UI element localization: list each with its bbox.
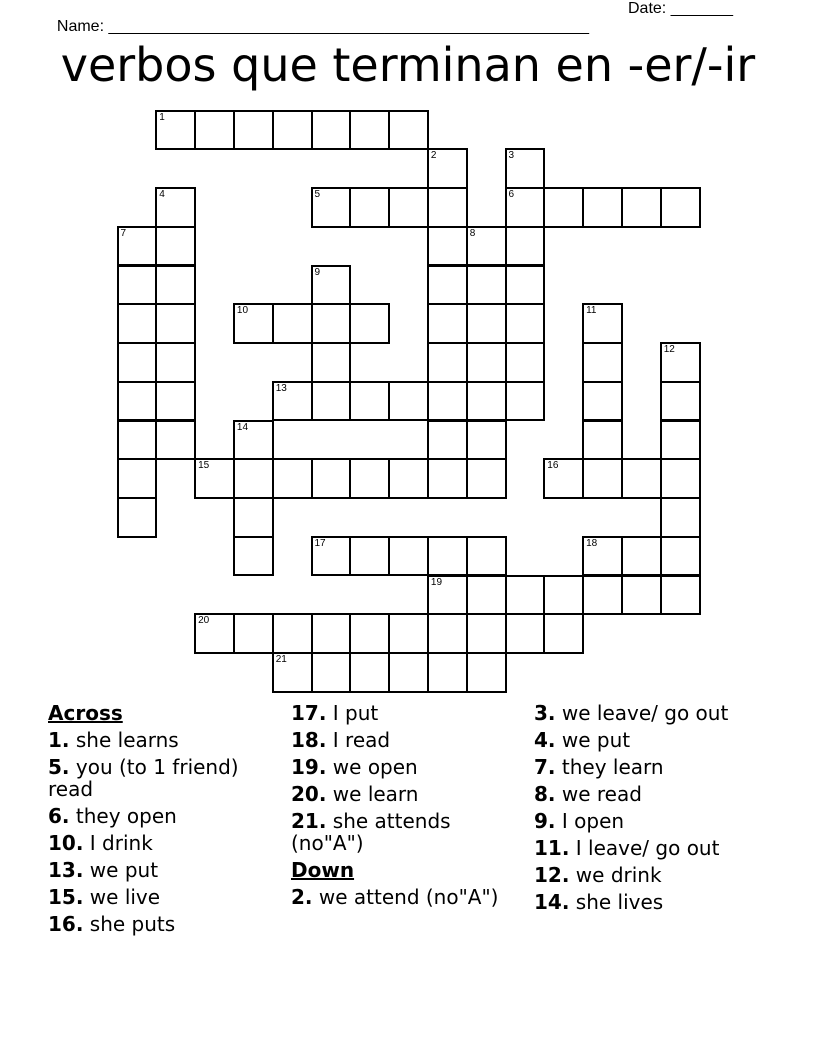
grid-cell[interactable] xyxy=(505,613,546,654)
clue-across-10: 10. I drink xyxy=(48,831,153,855)
grid-cell[interactable] xyxy=(660,381,701,422)
grid-cell[interactable] xyxy=(272,458,313,499)
grid-cell[interactable] xyxy=(233,613,274,654)
grid-cell[interactable] xyxy=(155,381,196,422)
clue-number: 1 xyxy=(159,111,165,123)
grid-cell[interactable] xyxy=(194,458,235,499)
grid-cell[interactable] xyxy=(505,381,546,422)
grid-cell[interactable] xyxy=(427,342,468,383)
grid-cell[interactable] xyxy=(505,265,546,306)
grid-cell[interactable] xyxy=(194,110,235,151)
grid-cell[interactable] xyxy=(660,497,701,538)
clue-number: 10 xyxy=(236,305,249,317)
puzzle-title: verbos que terminan en -er/-ir xyxy=(60,38,756,92)
clue-across-19: 19. we open xyxy=(291,755,418,779)
clue-down-7: 7. they learn xyxy=(534,755,664,779)
grid-cell[interactable] xyxy=(505,187,546,228)
clue-number: 8 xyxy=(469,227,476,239)
grid-cell[interactable] xyxy=(311,303,352,344)
grid-cell[interactable] xyxy=(155,110,196,151)
grid-cell[interactable] xyxy=(505,575,546,616)
grid-cell[interactable] xyxy=(117,342,158,383)
grid-cell[interactable] xyxy=(543,187,584,228)
grid-cell[interactable] xyxy=(388,381,429,422)
grid-cell[interactable] xyxy=(466,303,507,344)
grid-cell[interactable] xyxy=(660,458,701,499)
grid-cell[interactable] xyxy=(155,187,196,228)
grid-cell[interactable] xyxy=(466,536,507,577)
grid-cell[interactable] xyxy=(427,420,468,461)
grid-cell[interactable] xyxy=(505,342,546,383)
grid-cell[interactable] xyxy=(311,381,352,422)
grid-cell[interactable] xyxy=(427,575,468,616)
grid-cell[interactable] xyxy=(233,420,274,461)
grid-cell[interactable] xyxy=(349,381,390,422)
grid-cell[interactable] xyxy=(311,536,352,577)
clue-down-3: 3. we leave/ go out xyxy=(534,701,729,725)
clues-column-1 xyxy=(48,702,278,940)
clue-number: 17 xyxy=(314,537,326,549)
grid-cell[interactable] xyxy=(582,458,623,499)
clue-number: 18 xyxy=(586,537,598,549)
grid-cell[interactable] xyxy=(388,652,429,693)
clue-down-9: 9. I open xyxy=(534,809,625,833)
clue-down-14: 14. she lives xyxy=(534,890,664,914)
clue-down-8: 8. we read xyxy=(534,782,642,806)
grid-cell[interactable] xyxy=(466,342,507,383)
grid-cell[interactable] xyxy=(660,342,701,383)
grid-cell[interactable] xyxy=(311,342,352,383)
grid-cell[interactable] xyxy=(427,652,468,693)
grid-cell[interactable] xyxy=(466,381,507,422)
grid-cell[interactable] xyxy=(543,458,584,499)
clue-across-15: 15. we live xyxy=(48,885,161,909)
clue-down-12: 12. we drink xyxy=(534,863,662,887)
grid-cell[interactable] xyxy=(582,187,623,228)
grid-cell[interactable] xyxy=(311,652,352,693)
clue-number: 2 xyxy=(430,150,437,162)
clue-number: 5 xyxy=(314,189,321,200)
clue-across-18: 18. I read xyxy=(291,728,391,752)
grid-cell[interactable] xyxy=(466,575,507,616)
grid-cell[interactable] xyxy=(272,303,313,344)
grid-cell[interactable] xyxy=(466,613,507,654)
clues-column-3 xyxy=(534,702,794,918)
grid-cell[interactable] xyxy=(427,226,468,267)
grid-cell[interactable] xyxy=(349,536,390,577)
grid-cell[interactable] xyxy=(427,265,468,306)
grid-cell[interactable] xyxy=(155,342,196,383)
grid-cell[interactable] xyxy=(582,536,623,577)
grid-cell[interactable] xyxy=(660,536,701,577)
grid-cell[interactable] xyxy=(155,420,196,461)
clue-number: 7 xyxy=(120,227,127,239)
grid-cell[interactable] xyxy=(388,187,429,228)
grid-cell[interactable] xyxy=(272,652,313,693)
grid-cell[interactable] xyxy=(543,575,584,616)
grid-cell[interactable] xyxy=(621,575,662,616)
grid-cell[interactable] xyxy=(311,265,352,306)
clue-number: 20 xyxy=(198,615,210,627)
grid-cell[interactable] xyxy=(194,613,235,654)
grid-cell[interactable] xyxy=(311,187,352,228)
clue-number: 13 xyxy=(275,382,287,394)
grid-cell[interactable] xyxy=(272,381,313,422)
clue-across-6: 6. they open xyxy=(48,804,177,828)
clue-number: 14 xyxy=(236,421,249,433)
grid-cell[interactable] xyxy=(117,497,158,538)
grid-cell[interactable] xyxy=(466,652,507,693)
across-heading: Across xyxy=(48,701,123,725)
grid-cell[interactable] xyxy=(466,458,507,499)
grid-cell[interactable] xyxy=(117,381,158,422)
grid-cell[interactable] xyxy=(582,381,623,422)
clue-number: 15 xyxy=(198,460,210,472)
clue-number: 16 xyxy=(547,460,559,472)
grid-cell[interactable] xyxy=(155,265,196,306)
clue-across-21: 21. she attends (no"A") xyxy=(291,809,451,855)
down-heading: Down xyxy=(291,858,355,882)
clue-across-13: 13. we put xyxy=(48,858,159,882)
grid-cell[interactable] xyxy=(349,458,390,499)
clue-across-5: 5. you (to 1 friend) read xyxy=(48,755,239,801)
clue-across-17: 17. I put xyxy=(291,701,379,725)
clue-number: 3 xyxy=(508,150,515,162)
grid-cell[interactable] xyxy=(311,110,352,151)
grid-cell[interactable] xyxy=(660,575,701,616)
grid-cell[interactable] xyxy=(155,303,196,344)
grid-cell[interactable] xyxy=(660,420,701,461)
grid-cell[interactable] xyxy=(233,303,274,344)
grid-cell[interactable] xyxy=(272,613,313,654)
grid-cell[interactable] xyxy=(543,613,584,654)
grid-cell[interactable] xyxy=(349,303,390,344)
grid-cell[interactable] xyxy=(582,342,623,383)
grid-cell[interactable] xyxy=(505,303,546,344)
grid-cell[interactable] xyxy=(505,226,546,267)
grid-cell[interactable] xyxy=(388,110,429,151)
grid-cell[interactable] xyxy=(155,226,196,267)
grid-cell[interactable] xyxy=(582,303,623,344)
grid-cell[interactable] xyxy=(388,458,429,499)
grid-cell[interactable] xyxy=(311,613,352,654)
grid-cell[interactable] xyxy=(233,110,274,151)
clues-column-2 xyxy=(291,702,511,913)
clue-across-16: 16. she puts xyxy=(48,912,176,936)
date-field[interactable]: Date: _______ xyxy=(628,0,733,17)
grid-cell[interactable] xyxy=(621,187,662,228)
grid-cell[interactable] xyxy=(388,536,429,577)
grid-cell[interactable] xyxy=(311,458,352,499)
grid-cell[interactable] xyxy=(388,613,429,654)
clue-number: 21 xyxy=(275,654,287,665)
grid-cell[interactable] xyxy=(117,458,158,499)
grid-cell[interactable] xyxy=(117,420,158,461)
grid-cell[interactable] xyxy=(427,148,468,189)
clue-across-20: 20. we learn xyxy=(291,782,419,806)
clue-number: 9 xyxy=(314,266,321,278)
grid-cell[interactable] xyxy=(427,187,468,228)
clue-number: 12 xyxy=(663,344,675,355)
grid-cell[interactable] xyxy=(233,458,274,499)
clue-down-2: 2. we attend (no"A") xyxy=(291,885,499,909)
grid-cell[interactable] xyxy=(621,536,662,577)
grid-cell[interactable] xyxy=(427,458,468,499)
grid-cell[interactable] xyxy=(427,381,468,422)
grid-cell[interactable] xyxy=(582,420,623,461)
grid-cell[interactable] xyxy=(349,110,390,151)
clue-number: 4 xyxy=(159,189,165,200)
name-field[interactable]: Name: ______________________________________________________ xyxy=(56,18,589,35)
clue-down-11: 11. I leave/ go out xyxy=(534,836,720,860)
clue-down-4: 4. we put xyxy=(534,728,631,752)
grid-cell[interactable] xyxy=(349,613,390,654)
grid-cell[interactable] xyxy=(621,458,662,499)
grid-cell[interactable] xyxy=(117,265,158,306)
grid-cell[interactable] xyxy=(427,613,468,654)
grid-cell[interactable] xyxy=(466,226,507,267)
grid-cell[interactable] xyxy=(272,110,313,151)
grid-cell[interactable] xyxy=(660,187,701,228)
grid-cell[interactable] xyxy=(233,536,274,577)
grid-cell[interactable] xyxy=(233,497,274,538)
clue-number: 19 xyxy=(430,576,443,588)
grid-cell[interactable] xyxy=(349,187,390,228)
grid-cell[interactable] xyxy=(582,575,623,616)
clue-across-1: 1. she learns xyxy=(48,728,179,752)
clue-number: 11 xyxy=(586,305,597,317)
clue-number: 6 xyxy=(508,189,515,200)
grid-cell[interactable] xyxy=(349,652,390,693)
grid-cell[interactable] xyxy=(117,303,158,344)
grid-cell[interactable] xyxy=(466,265,507,306)
grid-cell[interactable] xyxy=(466,420,507,461)
grid-cell[interactable] xyxy=(427,536,468,577)
grid-cell[interactable] xyxy=(505,148,546,189)
grid-cell[interactable] xyxy=(427,303,468,344)
grid-cell[interactable] xyxy=(117,226,158,267)
